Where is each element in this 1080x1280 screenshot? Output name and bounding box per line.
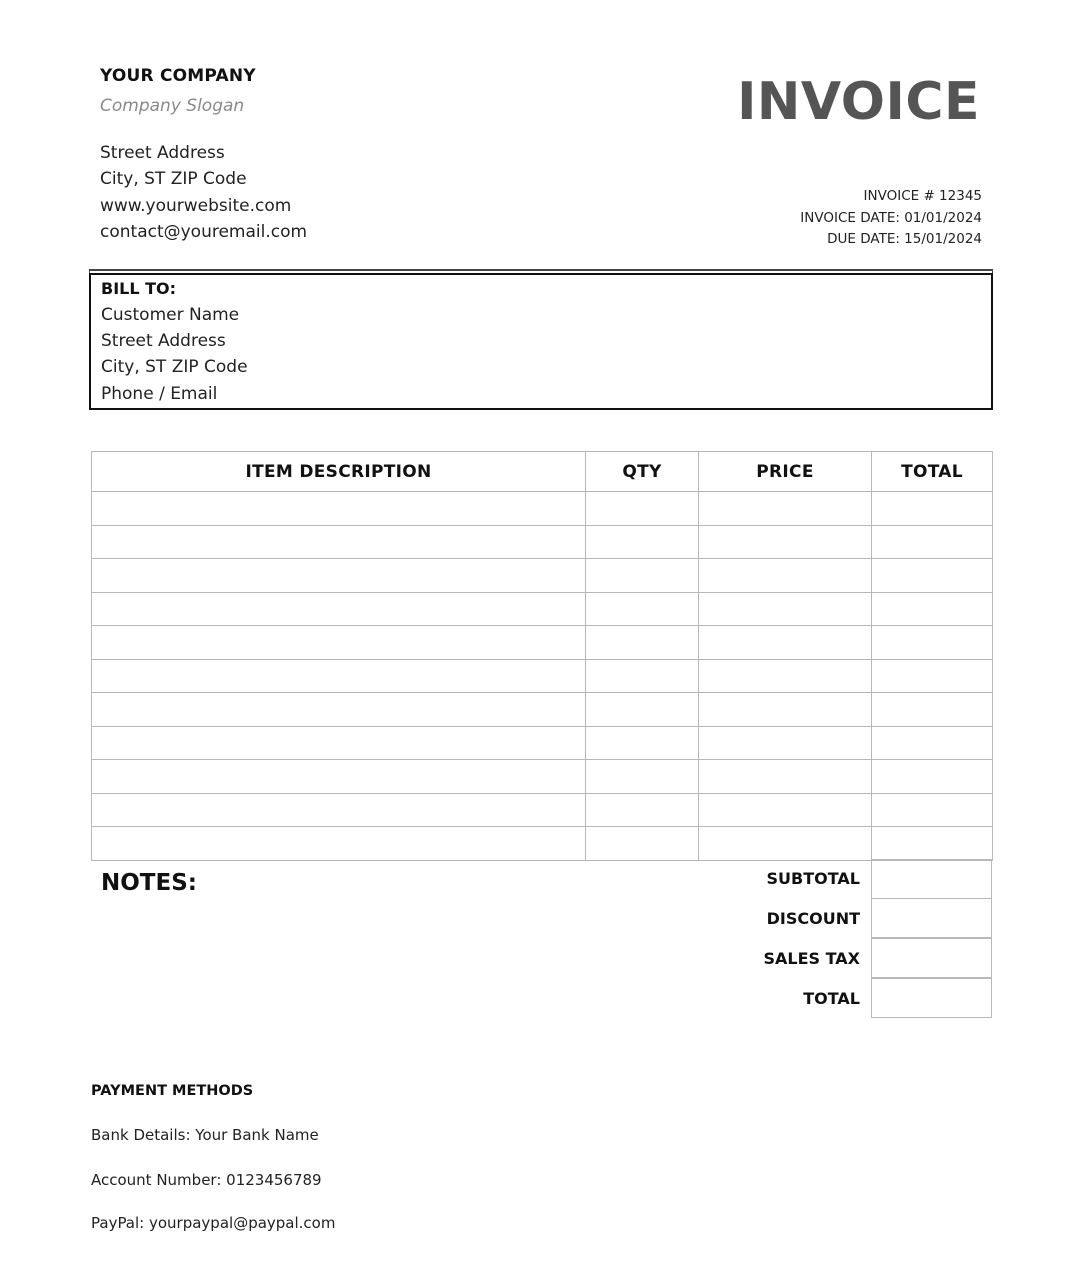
payment-account: Account Number: 0123456789 xyxy=(91,1171,322,1189)
table-row xyxy=(92,592,993,626)
total-cell[interactable] xyxy=(872,726,993,760)
qty-cell[interactable] xyxy=(586,760,699,794)
qty-cell[interactable] xyxy=(586,626,699,660)
discount-field[interactable] xyxy=(871,898,992,938)
qty-cell[interactable] xyxy=(586,525,699,559)
item-description-cell[interactable] xyxy=(92,659,586,693)
sales-tax-label: SALES TAX xyxy=(763,949,860,968)
item-description-cell[interactable] xyxy=(92,492,586,526)
price-cell[interactable] xyxy=(699,726,872,760)
sales-tax-field[interactable] xyxy=(871,938,992,978)
item-description-cell[interactable] xyxy=(92,592,586,626)
qty-cell[interactable] xyxy=(586,726,699,760)
company-street: Street Address xyxy=(100,143,225,163)
header-item-description: ITEM DESCRIPTION xyxy=(92,452,586,492)
bill-to-street: Street Address xyxy=(101,331,226,351)
total-cell[interactable] xyxy=(872,559,993,593)
qty-cell[interactable] xyxy=(586,693,699,727)
total-cell[interactable] xyxy=(872,827,993,861)
invoice-number: INVOICE # 12345 xyxy=(863,188,982,204)
table-row xyxy=(92,626,993,660)
item-description-cell[interactable] xyxy=(92,793,586,827)
item-description-cell[interactable] xyxy=(92,626,586,660)
company-slogan: Company Slogan xyxy=(100,96,245,116)
payment-paypal: PayPal: yourpaypal@paypal.com xyxy=(91,1214,336,1232)
qty-cell[interactable] xyxy=(586,559,699,593)
total-label: TOTAL xyxy=(803,989,860,1008)
qty-cell[interactable] xyxy=(586,592,699,626)
item-description-cell[interactable] xyxy=(92,525,586,559)
total-field[interactable] xyxy=(871,978,992,1018)
price-cell[interactable] xyxy=(699,492,872,526)
total-cell[interactable] xyxy=(872,626,993,660)
total-cell[interactable] xyxy=(872,760,993,794)
qty-cell[interactable] xyxy=(586,827,699,861)
total-cell[interactable] xyxy=(872,659,993,693)
item-description-cell[interactable] xyxy=(92,760,586,794)
total-cell[interactable] xyxy=(872,492,993,526)
total-cell[interactable] xyxy=(872,793,993,827)
table-row xyxy=(92,559,993,593)
table-row xyxy=(92,525,993,559)
invoice-title: INVOICE xyxy=(737,72,980,132)
table-row xyxy=(92,659,993,693)
notes-label: NOTES: xyxy=(101,870,197,896)
price-cell[interactable] xyxy=(699,827,872,861)
price-cell[interactable] xyxy=(699,760,872,794)
items-body xyxy=(92,492,993,861)
price-cell[interactable] xyxy=(699,626,872,660)
price-cell[interactable] xyxy=(699,793,872,827)
total-cell[interactable] xyxy=(872,693,993,727)
price-cell[interactable] xyxy=(699,525,872,559)
bill-to-box xyxy=(89,273,993,410)
company-website: www.yourwebsite.com xyxy=(100,196,292,216)
due-date: DUE DATE: 15/01/2024 xyxy=(827,231,982,247)
bill-to-name: Customer Name xyxy=(101,305,240,325)
table-row xyxy=(92,827,993,861)
table-row xyxy=(92,492,993,526)
bill-to-city: City, ST ZIP Code xyxy=(101,357,248,377)
item-description-cell[interactable] xyxy=(92,827,586,861)
item-description-cell[interactable] xyxy=(92,726,586,760)
table-row xyxy=(92,760,993,794)
header-qty: QTY xyxy=(586,452,699,492)
bill-to-contact: Phone / Email xyxy=(101,384,218,404)
payment-methods-heading: PAYMENT METHODS xyxy=(91,1083,254,1099)
price-cell[interactable] xyxy=(699,693,872,727)
total-cell[interactable] xyxy=(872,592,993,626)
table-row xyxy=(92,693,993,727)
table-row xyxy=(92,726,993,760)
item-description-cell[interactable] xyxy=(92,559,586,593)
price-cell[interactable] xyxy=(699,559,872,593)
subtotal-field[interactable] xyxy=(871,859,992,899)
table-row xyxy=(92,793,993,827)
price-cell[interactable] xyxy=(699,592,872,626)
item-description-cell[interactable] xyxy=(92,693,586,727)
bill-to-heading: BILL TO: xyxy=(101,279,177,298)
payment-bank: Bank Details: Your Bank Name xyxy=(91,1126,319,1144)
items-header-row xyxy=(92,452,993,492)
qty-cell[interactable] xyxy=(586,793,699,827)
discount-label: DISCOUNT xyxy=(766,909,860,928)
company-city: City, ST ZIP Code xyxy=(100,169,247,189)
subtotal-label: SUBTOTAL xyxy=(766,869,860,888)
qty-cell[interactable] xyxy=(586,492,699,526)
header-price: PRICE xyxy=(699,452,872,492)
company-email: contact@youremail.com xyxy=(100,222,308,242)
company-name: YOUR COMPANY xyxy=(100,66,256,86)
items-table xyxy=(91,451,993,861)
price-cell[interactable] xyxy=(699,659,872,693)
total-cell[interactable] xyxy=(872,525,993,559)
header-total: TOTAL xyxy=(872,452,993,492)
invoice-date: INVOICE DATE: 01/01/2024 xyxy=(800,210,982,226)
qty-cell[interactable] xyxy=(586,659,699,693)
